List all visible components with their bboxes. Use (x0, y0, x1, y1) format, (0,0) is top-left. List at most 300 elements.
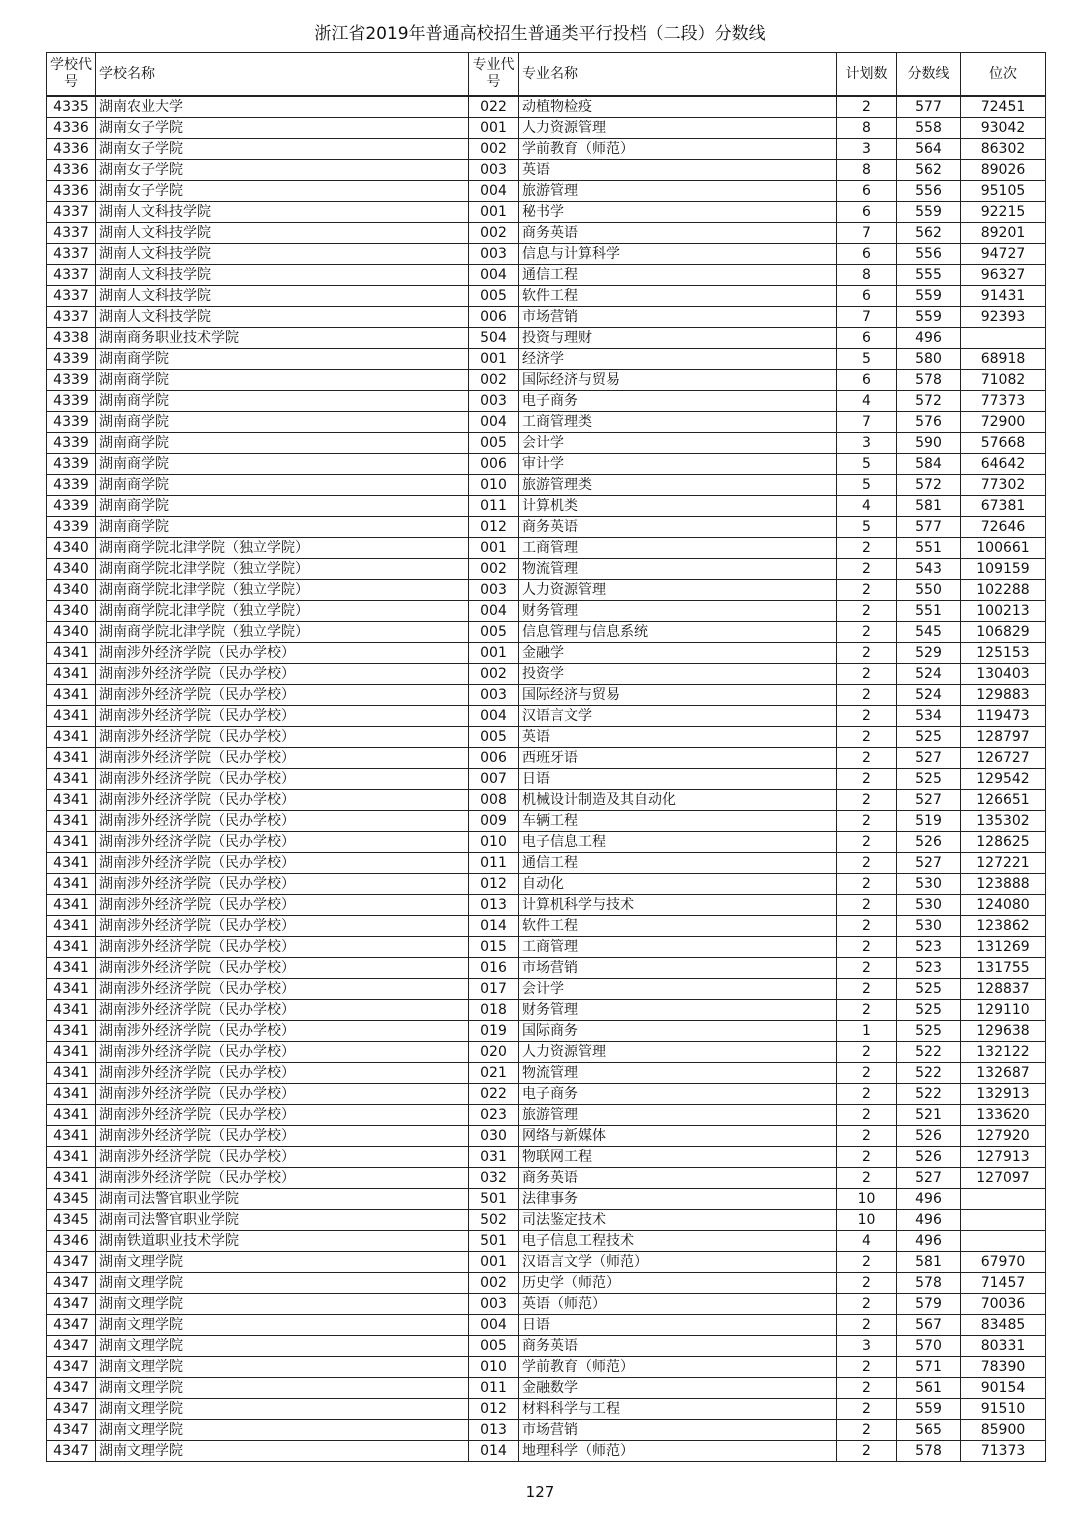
school-code-cell: 4347 (47, 1315, 96, 1336)
score-cell: 534 (897, 706, 961, 727)
school-name-cell: 湖南涉外经济学院（民办学校） (96, 769, 469, 790)
table-row (47, 1147, 1046, 1168)
school-code-cell: 4347 (47, 1378, 96, 1399)
major-name-cell: 电子信息工程 (519, 832, 837, 853)
school-name-cell: 湖南司法警官职业学院 (96, 1189, 469, 1210)
major-name-cell: 通信工程 (519, 853, 837, 874)
rank-cell: 119473 (961, 706, 1046, 727)
table-row (47, 538, 1046, 559)
plan-cell: 7 (837, 223, 897, 244)
table-row (47, 1441, 1046, 1462)
table-row (47, 559, 1046, 580)
score-cell: 525 (897, 1021, 961, 1042)
score-cell: 525 (897, 1000, 961, 1021)
school-code-cell: 4347 (47, 1420, 96, 1441)
major-code-cell: 006 (469, 748, 519, 769)
school-name-cell: 湖南涉外经济学院（民办学校） (96, 811, 469, 832)
major-name-cell: 国际商务 (519, 1021, 837, 1042)
rank-cell: 85900 (961, 1420, 1046, 1441)
school-name-cell: 湖南人文科技学院 (96, 244, 469, 265)
score-cell: 590 (897, 433, 961, 454)
plan-cell: 2 (837, 1273, 897, 1294)
major-code-cell: 004 (469, 601, 519, 622)
table-row (47, 1399, 1046, 1420)
school-code-cell: 4341 (47, 706, 96, 727)
score-cell: 571 (897, 1357, 961, 1378)
major-code-cell: 013 (469, 895, 519, 916)
header-plan: 计划数 (837, 53, 897, 97)
school-name-cell: 湖南涉外经济学院（民办学校） (96, 1084, 469, 1105)
table-row (47, 622, 1046, 643)
school-name-cell: 湖南涉外经济学院（民办学校） (96, 643, 469, 664)
school-name-cell: 湖南人文科技学院 (96, 265, 469, 286)
table-row (47, 853, 1046, 874)
score-cell: 562 (897, 160, 961, 181)
header-rank: 位次 (961, 53, 1046, 97)
plan-cell: 2 (837, 1420, 897, 1441)
major-name-cell: 金融学 (519, 643, 837, 664)
table-row (47, 1294, 1046, 1315)
plan-cell: 2 (837, 937, 897, 958)
major-code-cell: 005 (469, 433, 519, 454)
school-code-cell: 4347 (47, 1336, 96, 1357)
major-code-cell: 002 (469, 370, 519, 391)
table-row (47, 979, 1046, 1000)
score-cell: 556 (897, 181, 961, 202)
header-school-code: 学校代号 (47, 53, 96, 97)
school-name-cell: 湖南人文科技学院 (96, 202, 469, 223)
school-name-cell: 湖南涉外经济学院（民办学校） (96, 958, 469, 979)
rank-cell: 70036 (961, 1294, 1046, 1315)
school-code-cell: 4341 (47, 811, 96, 832)
score-cell: 527 (897, 1168, 961, 1189)
rank-cell: 90154 (961, 1378, 1046, 1399)
school-code-cell: 4347 (47, 1294, 96, 1315)
school-code-cell: 4336 (47, 181, 96, 202)
major-code-cell: 004 (469, 412, 519, 433)
rank-cell: 125153 (961, 643, 1046, 664)
score-cell: 519 (897, 811, 961, 832)
rank-cell: 132122 (961, 1042, 1046, 1063)
school-name-cell: 湖南文理学院 (96, 1420, 469, 1441)
school-name-cell: 湖南文理学院 (96, 1252, 469, 1273)
table-row (47, 1084, 1046, 1105)
school-name-cell: 湖南商学院 (96, 370, 469, 391)
score-table (46, 52, 1046, 1462)
major-code-cell: 008 (469, 790, 519, 811)
rank-cell: 123888 (961, 874, 1046, 895)
plan-cell: 2 (837, 727, 897, 748)
school-code-cell: 4341 (47, 1147, 96, 1168)
plan-cell: 8 (837, 265, 897, 286)
plan-cell: 2 (837, 1378, 897, 1399)
school-code-cell: 4339 (47, 517, 96, 538)
table-row (47, 265, 1046, 286)
score-cell: 530 (897, 895, 961, 916)
table-row (47, 874, 1046, 895)
school-code-cell: 4337 (47, 223, 96, 244)
score-cell: 496 (897, 328, 961, 349)
score-cell: 584 (897, 454, 961, 475)
table-row (47, 811, 1046, 832)
major-code-cell: 010 (469, 832, 519, 853)
school-code-cell: 4340 (47, 559, 96, 580)
school-name-cell: 湖南涉外经济学院（民办学校） (96, 937, 469, 958)
school-code-cell: 4341 (47, 790, 96, 811)
page-number: 127 (525, 1483, 555, 1501)
school-name-cell: 湖南女子学院 (96, 181, 469, 202)
table-row (47, 286, 1046, 307)
major-code-cell: 016 (469, 958, 519, 979)
school-code-cell: 4341 (47, 874, 96, 895)
table-row (47, 454, 1046, 475)
major-code-cell: 001 (469, 1252, 519, 1273)
major-name-cell: 汉语言文学（师范） (519, 1252, 837, 1273)
school-name-cell: 湖南涉外经济学院（民办学校） (96, 916, 469, 937)
rank-cell (961, 1210, 1046, 1231)
major-code-cell: 015 (469, 937, 519, 958)
major-name-cell: 软件工程 (519, 916, 837, 937)
table-row (47, 706, 1046, 727)
major-name-cell: 经济学 (519, 349, 837, 370)
score-cell: 525 (897, 727, 961, 748)
school-name-cell: 湖南商学院 (96, 496, 469, 517)
plan-cell: 2 (837, 811, 897, 832)
score-cell: 579 (897, 1294, 961, 1315)
school-code-cell: 4341 (47, 643, 96, 664)
plan-cell: 2 (837, 748, 897, 769)
score-cell: 565 (897, 1420, 961, 1441)
table-row (47, 475, 1046, 496)
table-row (47, 96, 1046, 118)
major-code-cell: 002 (469, 139, 519, 160)
major-code-cell: 014 (469, 1441, 519, 1462)
plan-cell: 3 (837, 433, 897, 454)
score-cell: 551 (897, 601, 961, 622)
school-code-cell: 4341 (47, 748, 96, 769)
major-name-cell: 市场营销 (519, 1420, 837, 1441)
score-cell: 577 (897, 96, 961, 118)
table-row (47, 307, 1046, 328)
school-name-cell: 湖南文理学院 (96, 1441, 469, 1462)
table-row (47, 643, 1046, 664)
score-cell: 570 (897, 1336, 961, 1357)
major-name-cell: 司法鉴定技术 (519, 1210, 837, 1231)
major-name-cell: 人力资源管理 (519, 118, 837, 139)
major-name-cell: 人力资源管理 (519, 580, 837, 601)
school-code-cell: 4341 (47, 1021, 96, 1042)
school-code-cell: 4347 (47, 1357, 96, 1378)
school-name-cell: 湖南文理学院 (96, 1315, 469, 1336)
school-name-cell: 湖南人文科技学院 (96, 223, 469, 244)
plan-cell: 2 (837, 1105, 897, 1126)
school-code-cell: 4347 (47, 1252, 96, 1273)
plan-cell: 2 (837, 1126, 897, 1147)
table-row (47, 937, 1046, 958)
major-name-cell: 财务管理 (519, 1000, 837, 1021)
school-name-cell: 湖南涉外经济学院（民办学校） (96, 1042, 469, 1063)
school-code-cell: 4341 (47, 769, 96, 790)
score-cell: 530 (897, 874, 961, 895)
plan-cell: 2 (837, 874, 897, 895)
table-row (47, 664, 1046, 685)
school-code-cell: 4347 (47, 1399, 96, 1420)
major-name-cell: 电子商务 (519, 1084, 837, 1105)
rank-cell: 132687 (961, 1063, 1046, 1084)
score-cell: 578 (897, 1441, 961, 1462)
table-row (47, 433, 1046, 454)
plan-cell: 5 (837, 454, 897, 475)
school-code-cell: 4341 (47, 1000, 96, 1021)
school-code-cell: 4341 (47, 685, 96, 706)
major-name-cell: 工商管理 (519, 937, 837, 958)
score-cell: 525 (897, 769, 961, 790)
major-name-cell: 商务英语 (519, 223, 837, 244)
major-name-cell: 财务管理 (519, 601, 837, 622)
major-code-cell: 004 (469, 265, 519, 286)
plan-cell: 2 (837, 1315, 897, 1336)
rank-cell (961, 1231, 1046, 1252)
table-row (47, 412, 1046, 433)
major-name-cell: 旅游管理 (519, 181, 837, 202)
score-cell: 527 (897, 790, 961, 811)
major-code-cell: 005 (469, 727, 519, 748)
major-name-cell: 电子信息工程技术 (519, 1231, 837, 1252)
plan-cell: 2 (837, 622, 897, 643)
major-name-cell: 地理科学（师范） (519, 1441, 837, 1462)
plan-cell: 2 (837, 1000, 897, 1021)
major-name-cell: 市场营销 (519, 958, 837, 979)
rank-cell: 127221 (961, 853, 1046, 874)
table-row (47, 139, 1046, 160)
score-cell: 523 (897, 937, 961, 958)
major-code-cell: 001 (469, 538, 519, 559)
major-name-cell: 国际经济与贸易 (519, 685, 837, 706)
major-name-cell: 计算机类 (519, 496, 837, 517)
table-row (47, 1252, 1046, 1273)
rank-cell (961, 1189, 1046, 1210)
plan-cell: 2 (837, 706, 897, 727)
score-cell: 555 (897, 265, 961, 286)
school-name-cell: 湖南涉外经济学院（民办学校） (96, 1021, 469, 1042)
table-row (47, 1021, 1046, 1042)
rank-cell: 128625 (961, 832, 1046, 853)
plan-cell: 6 (837, 181, 897, 202)
rank-cell: 92393 (961, 307, 1046, 328)
major-code-cell: 019 (469, 1021, 519, 1042)
table-row (47, 118, 1046, 139)
score-cell: 564 (897, 139, 961, 160)
plan-cell: 2 (837, 601, 897, 622)
school-code-cell: 4341 (47, 664, 96, 685)
major-name-cell: 国际经济与贸易 (519, 370, 837, 391)
plan-cell: 2 (837, 853, 897, 874)
plan-cell: 6 (837, 202, 897, 223)
school-name-cell: 湖南涉外经济学院（民办学校） (96, 1105, 469, 1126)
header-major-name: 专业名称 (519, 53, 837, 97)
score-cell: 529 (897, 643, 961, 664)
plan-cell: 2 (837, 769, 897, 790)
plan-cell: 2 (837, 916, 897, 937)
plan-cell: 5 (837, 349, 897, 370)
major-name-cell: 商务英语 (519, 1168, 837, 1189)
major-name-cell: 法律事务 (519, 1189, 837, 1210)
school-code-cell: 4341 (47, 1084, 96, 1105)
score-cell: 545 (897, 622, 961, 643)
score-cell: 521 (897, 1105, 961, 1126)
school-code-cell: 4340 (47, 601, 96, 622)
major-code-cell: 002 (469, 559, 519, 580)
rank-cell: 129542 (961, 769, 1046, 790)
major-name-cell: 历史学（师范） (519, 1273, 837, 1294)
school-code-cell: 4341 (47, 1168, 96, 1189)
major-code-cell: 011 (469, 1378, 519, 1399)
table-row (47, 244, 1046, 265)
major-code-cell: 017 (469, 979, 519, 1000)
plan-cell: 2 (837, 979, 897, 1000)
plan-cell: 2 (837, 1063, 897, 1084)
major-code-cell: 005 (469, 286, 519, 307)
major-code-cell: 003 (469, 244, 519, 265)
table-row (47, 727, 1046, 748)
major-code-cell: 001 (469, 643, 519, 664)
major-code-cell: 012 (469, 517, 519, 538)
rank-cell: 83485 (961, 1315, 1046, 1336)
score-cell: 567 (897, 1315, 961, 1336)
table-row (47, 958, 1046, 979)
major-code-cell: 002 (469, 223, 519, 244)
major-name-cell: 动植物检疫 (519, 96, 837, 118)
school-name-cell: 湖南商学院北津学院（独立学院） (96, 580, 469, 601)
major-name-cell: 工商管理 (519, 538, 837, 559)
plan-cell: 10 (837, 1189, 897, 1210)
table-row (47, 160, 1046, 181)
table-row (47, 1378, 1046, 1399)
school-code-cell: 4340 (47, 538, 96, 559)
school-code-cell: 4338 (47, 328, 96, 349)
major-name-cell: 英语（师范） (519, 1294, 837, 1315)
school-name-cell: 湖南涉外经济学院（民办学校） (96, 895, 469, 916)
rank-cell: 72646 (961, 517, 1046, 538)
major-code-cell: 031 (469, 1147, 519, 1168)
score-cell: 559 (897, 1399, 961, 1420)
score-cell: 522 (897, 1042, 961, 1063)
rank-cell: 127913 (961, 1147, 1046, 1168)
school-code-cell: 4341 (47, 916, 96, 937)
plan-cell: 10 (837, 1210, 897, 1231)
major-code-cell: 001 (469, 118, 519, 139)
plan-cell: 2 (837, 580, 897, 601)
rank-cell: 92215 (961, 202, 1046, 223)
major-name-cell: 商务英语 (519, 1336, 837, 1357)
rank-cell: 126727 (961, 748, 1046, 769)
table-row (47, 391, 1046, 412)
school-name-cell: 湖南文理学院 (96, 1273, 469, 1294)
major-code-cell: 011 (469, 853, 519, 874)
major-name-cell: 物流管理 (519, 1063, 837, 1084)
school-name-cell: 湖南涉外经济学院（民办学校） (96, 874, 469, 895)
plan-cell: 2 (837, 1399, 897, 1420)
rank-cell: 64642 (961, 454, 1046, 475)
major-name-cell: 日语 (519, 1315, 837, 1336)
major-name-cell: 旅游管理类 (519, 475, 837, 496)
major-name-cell: 电子商务 (519, 391, 837, 412)
plan-cell: 2 (837, 958, 897, 979)
score-cell: 527 (897, 853, 961, 874)
score-cell: 496 (897, 1210, 961, 1231)
score-cell: 524 (897, 685, 961, 706)
major-name-cell: 学前教育（师范） (519, 139, 837, 160)
major-code-cell: 001 (469, 202, 519, 223)
major-name-cell: 会计学 (519, 433, 837, 454)
major-name-cell: 市场营销 (519, 307, 837, 328)
major-code-cell: 501 (469, 1231, 519, 1252)
school-code-cell: 4341 (47, 1126, 96, 1147)
plan-cell: 2 (837, 1357, 897, 1378)
rank-cell: 72900 (961, 412, 1046, 433)
school-name-cell: 湖南女子学院 (96, 160, 469, 181)
plan-cell: 2 (837, 96, 897, 118)
score-cell: 530 (897, 916, 961, 937)
major-code-cell: 018 (469, 1000, 519, 1021)
plan-cell: 2 (837, 1294, 897, 1315)
plan-cell: 6 (837, 244, 897, 265)
table-row (47, 1210, 1046, 1231)
major-code-cell: 010 (469, 1357, 519, 1378)
plan-cell: 4 (837, 496, 897, 517)
school-name-cell: 湖南商学院 (96, 349, 469, 370)
school-code-cell: 4339 (47, 496, 96, 517)
school-code-cell: 4341 (47, 979, 96, 1000)
major-code-cell: 005 (469, 622, 519, 643)
school-name-cell: 湖南文理学院 (96, 1336, 469, 1357)
school-name-cell: 湖南涉外经济学院（民办学校） (96, 1147, 469, 1168)
major-code-cell: 006 (469, 307, 519, 328)
rank-cell: 71457 (961, 1273, 1046, 1294)
school-code-cell: 4341 (47, 727, 96, 748)
major-code-cell: 003 (469, 160, 519, 181)
score-cell: 522 (897, 1063, 961, 1084)
school-code-cell: 4339 (47, 412, 96, 433)
major-code-cell: 022 (469, 96, 519, 118)
school-code-cell: 4336 (47, 118, 96, 139)
school-name-cell: 湖南涉外经济学院（民办学校） (96, 853, 469, 874)
table-row (47, 1273, 1046, 1294)
score-cell: 580 (897, 349, 961, 370)
major-name-cell: 网络与新媒体 (519, 1126, 837, 1147)
table-row (47, 1336, 1046, 1357)
table-row (47, 1231, 1046, 1252)
school-code-cell: 4341 (47, 1105, 96, 1126)
major-name-cell: 旅游管理 (519, 1105, 837, 1126)
school-name-cell: 湖南商务职业技术学院 (96, 328, 469, 349)
plan-cell: 2 (837, 895, 897, 916)
rank-cell: 71373 (961, 1441, 1046, 1462)
header-school-name: 学校名称 (96, 53, 469, 97)
major-name-cell: 物联网工程 (519, 1147, 837, 1168)
plan-cell: 2 (837, 1252, 897, 1273)
rank-cell: 100661 (961, 538, 1046, 559)
rank-cell: 127920 (961, 1126, 1046, 1147)
school-name-cell: 湖南涉外经济学院（民办学校） (96, 790, 469, 811)
plan-cell: 2 (837, 1168, 897, 1189)
rank-cell: 68918 (961, 349, 1046, 370)
score-cell: 559 (897, 202, 961, 223)
header-row (47, 53, 1046, 97)
school-code-cell: 4347 (47, 1273, 96, 1294)
score-cell: 576 (897, 412, 961, 433)
rank-cell (961, 328, 1046, 349)
